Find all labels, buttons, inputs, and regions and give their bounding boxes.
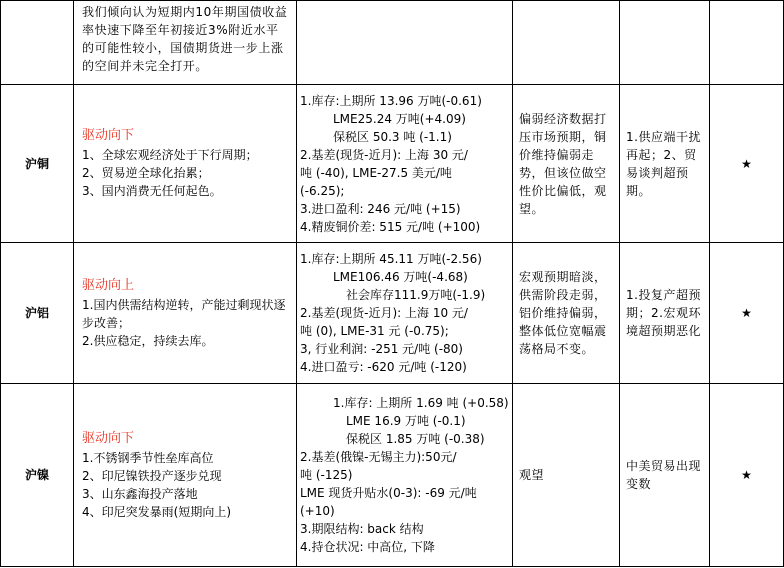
table-row-copper xyxy=(1,85,784,243)
driver-item: 2、贸易逆全球化抬累； xyxy=(82,166,210,180)
data-line: 1.库存: 上期所 1.69 吨 (+0.58) xyxy=(333,396,509,410)
data-line: LME 16.9 万吨 (-0.1) xyxy=(346,414,466,428)
intro-risk-cell xyxy=(620,1,710,85)
view-cell: 观望 xyxy=(513,384,620,567)
commodity-name: 沪铝 xyxy=(1,243,74,384)
data-line: 4.进口盈亏: -620 元/吨 (-120) xyxy=(300,360,467,374)
data-line: 保税区 1.85 万吨 (-0.38) xyxy=(346,432,485,446)
driver-direction: 驱动向下 xyxy=(82,128,135,143)
data-line: 3.进口盈利: 246 元/吨 (+15) xyxy=(300,201,461,216)
data-line: 4.精废铜价差: 515 元/吨 (+100) xyxy=(300,219,481,234)
intro-data-cell xyxy=(297,1,513,85)
data-line: 保税区 50.3 吨 (-1.1) xyxy=(333,129,452,144)
risk-cell: 中美贸易出现变数 xyxy=(620,384,710,567)
star-rating: ★ xyxy=(710,243,784,384)
driver-direction: 驱动向上 xyxy=(82,277,135,293)
table-row-aluminium xyxy=(1,243,784,384)
driver-item: 1、全球宏观经济处于下行周期； xyxy=(82,148,258,162)
data-line: (+10) xyxy=(300,504,335,518)
data-line: 1.库存:上期所 45.11 万吨(-2.56) xyxy=(300,252,482,266)
driver-item: 3、国内消费无任何起色。 xyxy=(82,184,222,198)
intro-row xyxy=(1,1,784,85)
driver-item: 2、印尼镍铁投产逐步兑现 xyxy=(82,468,222,483)
intro-text: 我们倾向认为短期内10年期国债收益率快速下降至年初接近3%附近水平的可能性较小，国债期货进一步上涨的空间并未完全打开。 xyxy=(74,1,297,85)
view-cell: 宏观预期暗淡，供需阶段走弱，铝价维持偏弱，整体低位宽幅震荡格局不变。 xyxy=(513,243,620,384)
intro-name-cell xyxy=(1,1,74,85)
data-line: 4.持仓状况: 中高位, 下降 xyxy=(300,540,435,554)
driver-item: 2.供应稳定，持续去库。 xyxy=(82,333,214,348)
data-line: 2.基差(现货-近月): 上海 30 元/ xyxy=(300,147,468,162)
data-line: 1.库存:上期所 13.96 万吨(-0.61) xyxy=(300,93,482,108)
data-line: 吨 (-40), LME-27.5 美元/吨 xyxy=(300,165,452,180)
star-rating: ★ xyxy=(710,384,784,567)
data-line: LME 现货升贴水(0-3): -69 元/吨 xyxy=(300,486,477,500)
risk-cell: 1.投复产超预期；2.宏观环境超预期恶化 xyxy=(620,243,710,384)
data-line: LME106.46 万吨(-4.68) xyxy=(333,270,468,284)
data-cell xyxy=(297,384,513,567)
table-row-nickel xyxy=(1,384,784,567)
data-line: 2.基差(现货-近月): 上海 10 元/ xyxy=(300,306,468,320)
intro-view-cell xyxy=(513,1,620,85)
driver-direction: 驱动向下 xyxy=(82,430,135,446)
driver-item: 4、印尼突发暴雨(短期向上) xyxy=(82,504,231,519)
data-line: 3.期限结构: back 结构 xyxy=(300,522,424,536)
data-line: 2.基差(俄镍-无锡主力):50元/ xyxy=(300,450,457,464)
commodity-name: 沪铜 xyxy=(1,85,74,243)
view-cell: 偏弱经济数据打压市场预期，铜价维持偏弱走势，但该位做空性价比偏低，观望。 xyxy=(513,85,620,243)
star-rating: ★ xyxy=(710,85,784,243)
driver-item: 1.不锈钢季节性垒库高位 xyxy=(82,450,214,465)
risk-cell: 1.供应端干扰再起；2、贸易谈判超预期。 xyxy=(620,85,710,243)
data-line: 吨 (-125) xyxy=(300,468,353,482)
driver-item: 1.国内供需结构逆转，产能过剩现状逐步改善； xyxy=(82,297,286,330)
driver-cell xyxy=(74,85,297,243)
driver-cell xyxy=(74,243,297,384)
data-line: 吨 (0), LME-31 元 (-0.75); xyxy=(300,324,449,338)
data-cell xyxy=(297,85,513,243)
commodity-name: 沪镍 xyxy=(1,384,74,567)
data-line: (-6.25); xyxy=(300,183,345,198)
driver-item: 3、山东鑫海投产落地 xyxy=(82,486,198,501)
data-line: LME25.24 万吨(+4.09) xyxy=(333,111,466,126)
intro-star-cell xyxy=(710,1,784,85)
driver-cell xyxy=(74,384,297,567)
data-line: 社会库存111.9万吨(-1.9) xyxy=(346,288,486,302)
data-line: 3, 行业利润: -251 元/吨 (-80) xyxy=(300,342,463,356)
data-cell xyxy=(297,243,513,384)
